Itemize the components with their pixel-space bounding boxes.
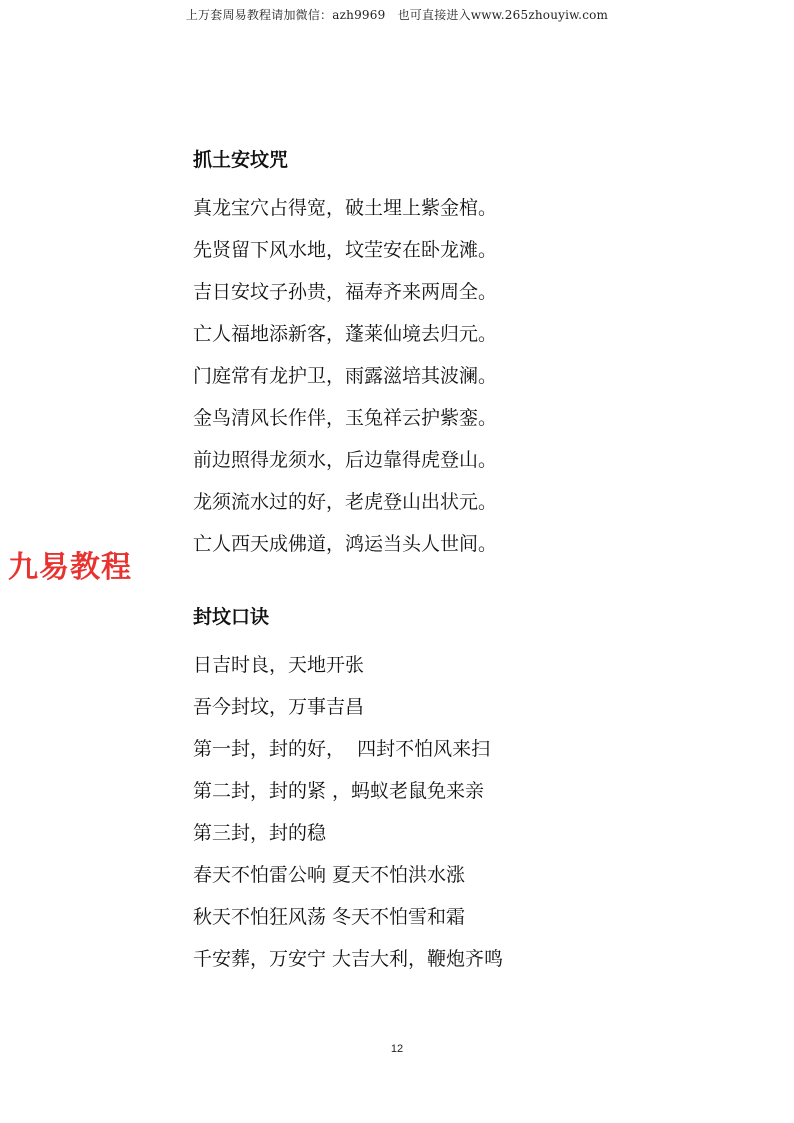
verse-line: 吾今封坟，万事吉昌 (193, 696, 365, 718)
verse-line: 秋天不怕狂风荡 冬天不怕雪和霜 (193, 906, 466, 928)
verse-line: 先贤留下风水地，坟茔安在卧龙滩。 (193, 239, 498, 261)
verse-line: 前边照得龙须水，后边靠得虎登山。 (193, 449, 498, 471)
verse-line: 门庭常有龙护卫，雨露滋培其波澜。 (193, 365, 498, 387)
verse-line: 春天不怕雷公响 夏天不怕洪水涨 (193, 864, 466, 886)
page-number: 12 (390, 1043, 404, 1055)
section-fengfen-koujue (193, 604, 753, 980)
verse-line: 亡人福地添新客，蓬莱仙境去归元。 (193, 323, 498, 345)
section-title: 封坟口诀 (193, 606, 270, 628)
watermark-logo: 九易教程 (8, 550, 132, 585)
verse-line: 日吉时良，天地开张 (193, 654, 365, 676)
verse-line: 第二封，封的紧 ，蚂蚁老鼠免来亲 (193, 780, 485, 802)
verse-line: 千安葬，万安宁 大吉大利，鞭炮齐鸣 (193, 948, 504, 970)
verse-line: 第三封，封的稳 (193, 822, 327, 844)
verse-line: 真龙宝穴占得宽，破土埋上紫金棺。 (193, 197, 498, 219)
verse-line: 第一封，封的好， 四封不怕风来扫 (193, 738, 491, 760)
section-title: 抓土安坟咒 (193, 149, 289, 171)
verse-line: 龙须流水过的好，老虎登山出状元。 (193, 491, 498, 513)
header-note: 上万套周易教程请加微信：azh9969 也可直接进入www.265zhouyiw.com (185, 8, 609, 22)
section-zhuatu-anfen-zhou (193, 147, 753, 565)
verse-line: 金鸟清风长作伴，玉兔祥云护紫銮。 (193, 407, 498, 429)
verse-line: 吉日安坟子孙贵，福寿齐来两周全。 (193, 281, 498, 303)
verse-line: 亡人西天成佛道，鸿运当头人世间。 (193, 533, 498, 555)
